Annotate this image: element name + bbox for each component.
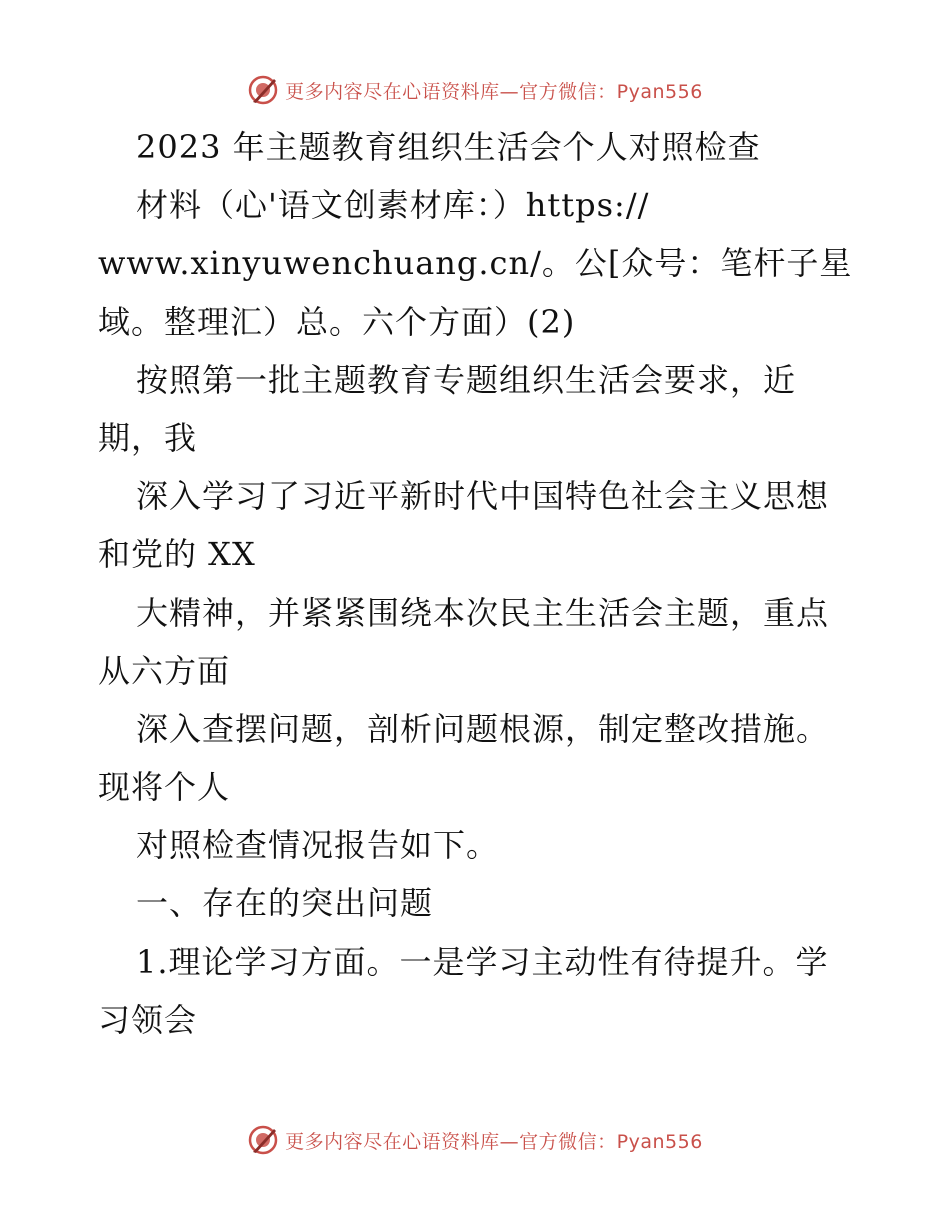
paragraph-line: 现将个人 — [98, 768, 231, 807]
header-banner — [0, 70, 950, 110]
section-heading: 一、存在的突出问题 — [136, 884, 434, 923]
paragraph-line: 深入查摆问题，剖析问题根源，制定整改措施。 — [136, 709, 830, 748]
paragraph-line: 对照检查情况报告如下。 — [136, 826, 500, 865]
footer-banner-text: 更多内容尽在心语资料库—官方微信：Pyan556 — [285, 1130, 703, 1153]
title-line-1: 2023 年主题教育组织生活会个人对照检查 — [136, 128, 761, 166]
document-body — [98, 118, 858, 1049]
quill-seal-icon — [247, 74, 279, 106]
paragraph-line: 期，我 — [98, 418, 198, 457]
quill-seal-icon — [247, 1124, 279, 1156]
footer-banner — [0, 1120, 950, 1160]
paragraph-line: 和党的 XX — [98, 535, 256, 574]
paragraph-line: 深入学习了习近平新时代中国特色社会主义思想 — [136, 477, 830, 516]
title-line-2: 材料（心'语文创素材库：）https:// — [136, 186, 650, 225]
paragraph-line: 习领会 — [98, 1000, 198, 1039]
paragraph-line: 按照第一批主题教育专题组织生活会要求，近 — [136, 360, 797, 399]
title-line-4: 域。整理汇）总。六个方面）(2) — [98, 302, 576, 341]
title-line-3: www.xinyuwenchuang.cn/。公[众号：笔杆子星 — [98, 244, 853, 283]
paragraph-line: 从六方面 — [98, 651, 231, 690]
paragraph-line: 大精神，并紧紧围绕本次民主生活会主题，重点 — [136, 593, 830, 632]
header-banner-text: 更多内容尽在心语资料库—官方微信：Pyan556 — [285, 80, 703, 103]
paragraph-line: 1.理论学习方面。一是学习主动性有待提升。学 — [136, 942, 829, 981]
